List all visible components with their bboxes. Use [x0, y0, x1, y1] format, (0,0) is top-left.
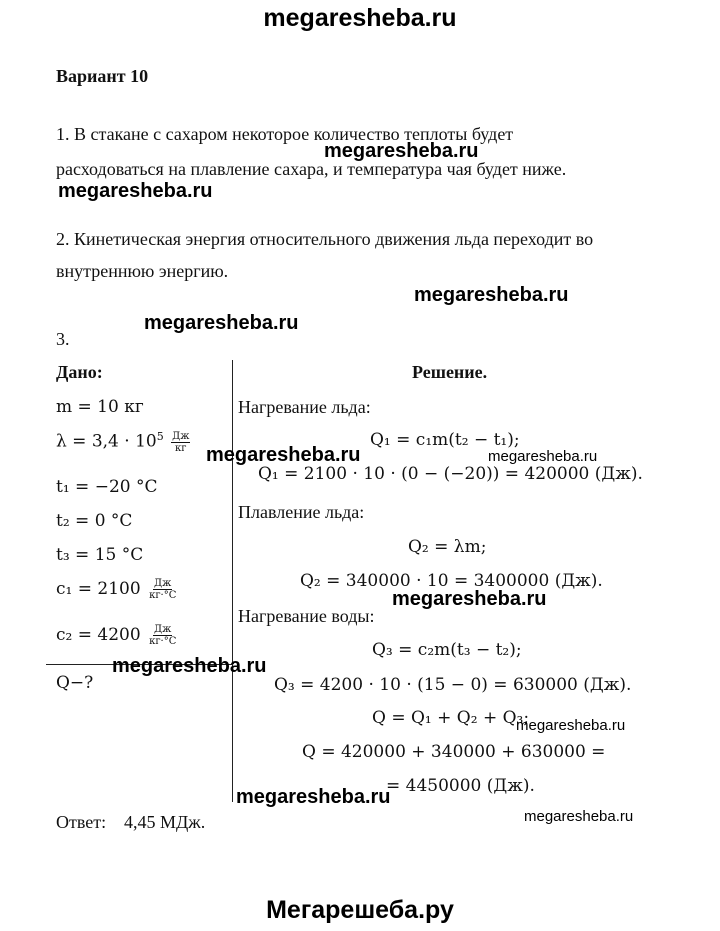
q1-formula: Q₁ = c₁m(t₂ − t₁); — [370, 430, 520, 450]
given-c2-value: c₂ = 4200 — [56, 625, 141, 645]
unit-numerator: Дж — [154, 578, 172, 589]
given-t1: t₁ = −20 °C — [56, 477, 158, 497]
given-c2-unit — [148, 624, 177, 647]
q1-calculation: Q₁ = 2100 · 10 · (0 − (−20)) = 420000 (Дж). — [258, 464, 643, 484]
given-lambda-value: λ = 3,4 · 10 — [56, 431, 157, 452]
answer-label: Ответ: — [56, 812, 107, 832]
unit-denominator: кг — [175, 442, 187, 454]
q-total-line-2: = 4450000 (Дж). — [386, 776, 535, 796]
answer-value: 4,45 МДж. — [124, 812, 206, 832]
answer-2-line-2: внутреннюю энергию. — [56, 261, 229, 281]
given-c1 — [56, 578, 177, 601]
given-lambda-unit — [171, 431, 190, 454]
given-heading: Дано: — [56, 362, 103, 382]
unit-denominator: кг·°C — [149, 590, 177, 601]
given-t2: t₂ = 0 °C — [56, 511, 133, 531]
given-lambda — [56, 430, 190, 454]
answer-3-number: 3. — [56, 329, 70, 349]
unit-numerator: Дж — [154, 624, 172, 635]
watermark: megaresheba.ru — [392, 588, 547, 610]
variant-title: Вариант 10 — [56, 66, 149, 86]
header-watermark: megaresheba.ru — [263, 4, 457, 32]
q3-formula: Q₃ = c₂m(t₃ − t₂); — [372, 640, 522, 660]
q2-formula: Q₂ = λm; — [408, 537, 487, 557]
given-lambda-exponent: 5 — [156, 430, 164, 443]
table-divider-vertical — [232, 360, 233, 802]
q-total-line-1: Q = 420000 + 340000 + 630000 = — [302, 742, 606, 762]
watermark: megaresheba.ru — [112, 655, 267, 677]
footer-watermark: Мегарешеба.ру — [266, 896, 454, 924]
watermark: megaresheba.ru — [414, 284, 569, 306]
water-heating-label: Нагревание воды: — [238, 606, 375, 626]
solution-heading: Решение. — [412, 362, 488, 382]
watermark: megaresheba.ru — [236, 786, 391, 808]
given-c1-value: c₁ = 2100 — [56, 579, 141, 599]
q-sum-formula: Q = Q₁ + Q₂ + Q₃; — [372, 708, 530, 728]
answer-1-line-2: расходоваться на плавление сахара, и температура чая будет ниже. — [56, 159, 567, 179]
watermark: megaresheba.ru — [516, 717, 626, 734]
unit-numerator: Дж — [172, 430, 190, 442]
ice-heating-label: Нагревание льда: — [238, 397, 371, 417]
watermark: megaresheba.ru — [488, 448, 598, 465]
answer-1-line-1: 1. В стакане с сахаром некоторое количество теплоты будет — [56, 124, 514, 144]
given-find: Q−? — [56, 673, 94, 693]
unit-denominator: кг·°C — [149, 636, 177, 647]
watermark: megaresheba.ru — [324, 140, 479, 162]
given-c1-unit — [148, 578, 177, 601]
q3-calculation: Q₃ = 4200 · 10 · (15 − 0) = 630000 (Дж). — [274, 675, 632, 695]
q2-calculation: Q₂ = 340000 · 10 = 3400000 (Дж). — [300, 571, 603, 591]
answer-2-line-1: 2. Кинетическая энергия относительного движения льда переходит во — [56, 229, 594, 249]
watermark: megaresheba.ru — [206, 444, 361, 466]
watermark: megaresheba.ru — [524, 808, 634, 825]
watermark: megaresheba.ru — [58, 180, 213, 202]
watermark: megaresheba.ru — [144, 312, 299, 334]
ice-melting-label: Плавление льда: — [238, 502, 365, 522]
given-t3: t₃ = 15 °C — [56, 545, 144, 565]
given-mass: m = 10 кг — [56, 397, 144, 417]
given-c2 — [56, 624, 177, 647]
